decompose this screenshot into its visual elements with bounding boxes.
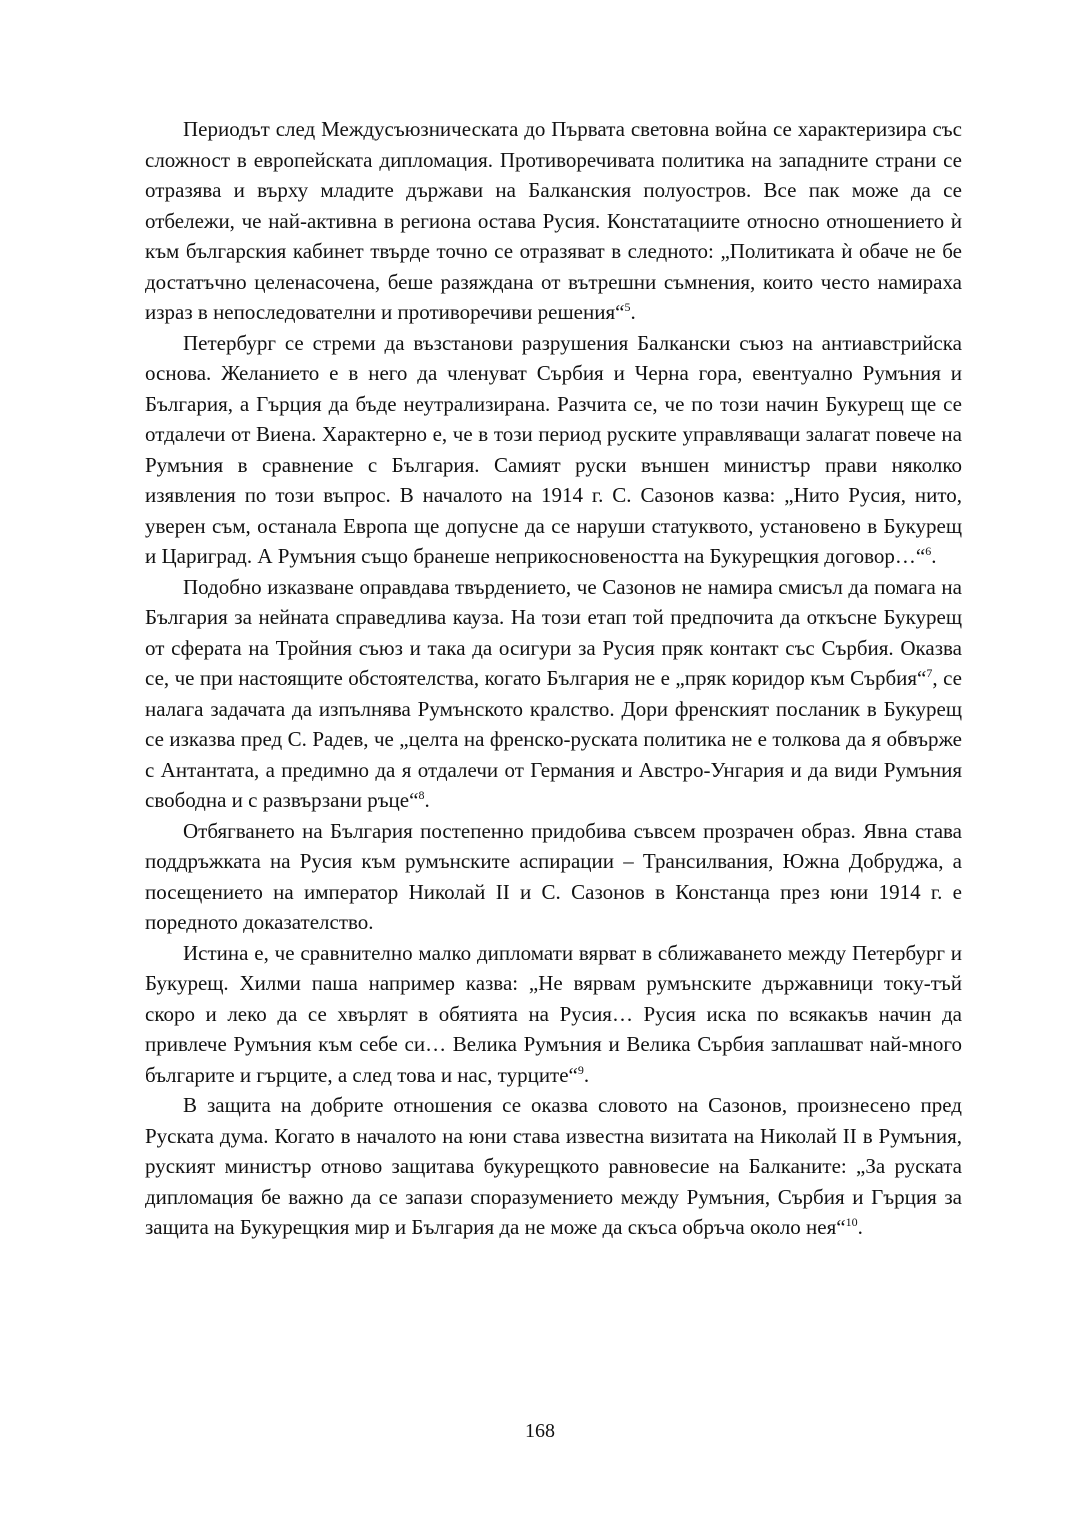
paragraph-tail: . bbox=[583, 1062, 590, 1087]
paragraph-tail: . bbox=[931, 544, 937, 568]
paragraph-tail: . bbox=[424, 788, 430, 812]
paragraph-text-continued: , се налага задачата да изпълнява Румънското кралство. Дори френският посланик в Букурещ се изказва пред С. Радев, че „целта на френско-руската политика не е толкова да я обвърже с Антантата, а предимно да я отдалечи от Германия и Австро-Унгария и да види Румъния свободна и с развързани ръце“ bbox=[145, 666, 962, 812]
document-body bbox=[145, 114, 962, 1243]
paragraph-text: Петербург се стреми да възстанови разрушения Балкански съюз на антиавстрийска основа. Желанието е в него да членуват Сърбия и Черна гора, евентуално Румъния и България, а Гърция да бъде неутрализирана. Разчита се, че по този начин Букурещ ще се отдалечи от Виена. Характерно е, че в този период руските управляващи залагат повече на Румъния в сравнение с България. Самият руски външен министър прави няколко изявления по този въпрос. В началото на 1914 г. С. Сазонов казва: „Нито Русия, нито, уверен съм, останала Европа ще допусне да се наруши статуквото, установено в Букурещ и Цариград. А Румъния също бранеше неприкосновеността на Букурещкия договор…“ bbox=[145, 330, 962, 568]
footnote-marker[interactable]: 5 bbox=[624, 300, 631, 314]
footnote-marker[interactable]: 9 bbox=[577, 1062, 584, 1077]
paragraph-text: В защита на добрите отношения се оказва словото на Сазонов, произнесено пред Руската дума. Когато в началото на юни става известна визитата на Николай II в Румъния, руският министър отново защитава букурещкото равновесие на Балканите: „За руската дипломация бе важно да се запази споразумението между Румъния, Сърбия и Гърция за защита на Букурещкия мир и България да не може да скъса обръча около нея“ bbox=[145, 1093, 962, 1239]
page-number: 168 bbox=[525, 1420, 555, 1442]
paragraph-text: Отбягването на България постепенно придобива съвсем прозрачен образ. Явна става поддръжката на Русия към румънските аспирации – Трансилвания, Южна Добруджа, а посещението на император Николай II и С. Сазонов в Констанца през юни 1914 г. е поредното доказателство. bbox=[145, 818, 962, 934]
paragraph-5 bbox=[145, 938, 962, 1091]
paragraph-tail: . bbox=[630, 300, 636, 324]
footnote-marker[interactable]: 6 bbox=[925, 544, 932, 558]
footnote-marker[interactable]: 7 bbox=[926, 666, 933, 680]
paragraph-tail: . bbox=[857, 1215, 863, 1239]
paragraph-3 bbox=[145, 572, 962, 816]
paragraph-6 bbox=[145, 1090, 962, 1243]
paragraph-text: Подобно изказване оправдава твърдението, че Сазонов не намира смисъл да помага на България за нейната справедлива кауза. На този етап той предпочита да откъсне Букурещ от сферата на Тройния съюз и така да осигури за Русия пряк контакт със Сърбия. Оказва се, че при настоящите обстоятелства, когато България не е „пряк коридор към Сърбия“ bbox=[145, 574, 962, 690]
paragraph-text: Периодът след Междусъюзническата до Първата световна война се характеризира със сложност в европейската дипломация. Противоречивата политика на западните страни се отразява и върху младите държави на Балканския полуостров. Все пак може да се отбележи, че най-активна в региона остава Русия. Констатациите относно отношението ѝ към българския кабинет твърде точно се отразяват в следното: „Политиката ѝ обаче не бе достатъчно целенасочена, беше разяждана от вътрешни съмнения, които често намираха израз в непоследователни и противоречиви решения“ bbox=[145, 117, 962, 324]
paragraph-2 bbox=[145, 328, 962, 572]
footnote-marker[interactable]: 10 bbox=[845, 1215, 858, 1229]
paragraph-1 bbox=[145, 114, 962, 328]
footnote-marker[interactable]: 8 bbox=[418, 788, 425, 802]
paragraph-4 bbox=[145, 816, 962, 938]
paragraph-text: Истина е, че сравнително малко дипломати вярват в сближаването между Петербург и Букурещ. Хилми паша например казва: „Не вярвам румънските държавници току-тъй скоро и леко да се хвърлят в обятията на Русия… Русия иска по всякакъв начин да привлече Румъния към себе си… Велика Румъния и Велика Сърбия заплашват най-много българите и гърците, а след това и нас, турците“ bbox=[145, 940, 962, 1087]
